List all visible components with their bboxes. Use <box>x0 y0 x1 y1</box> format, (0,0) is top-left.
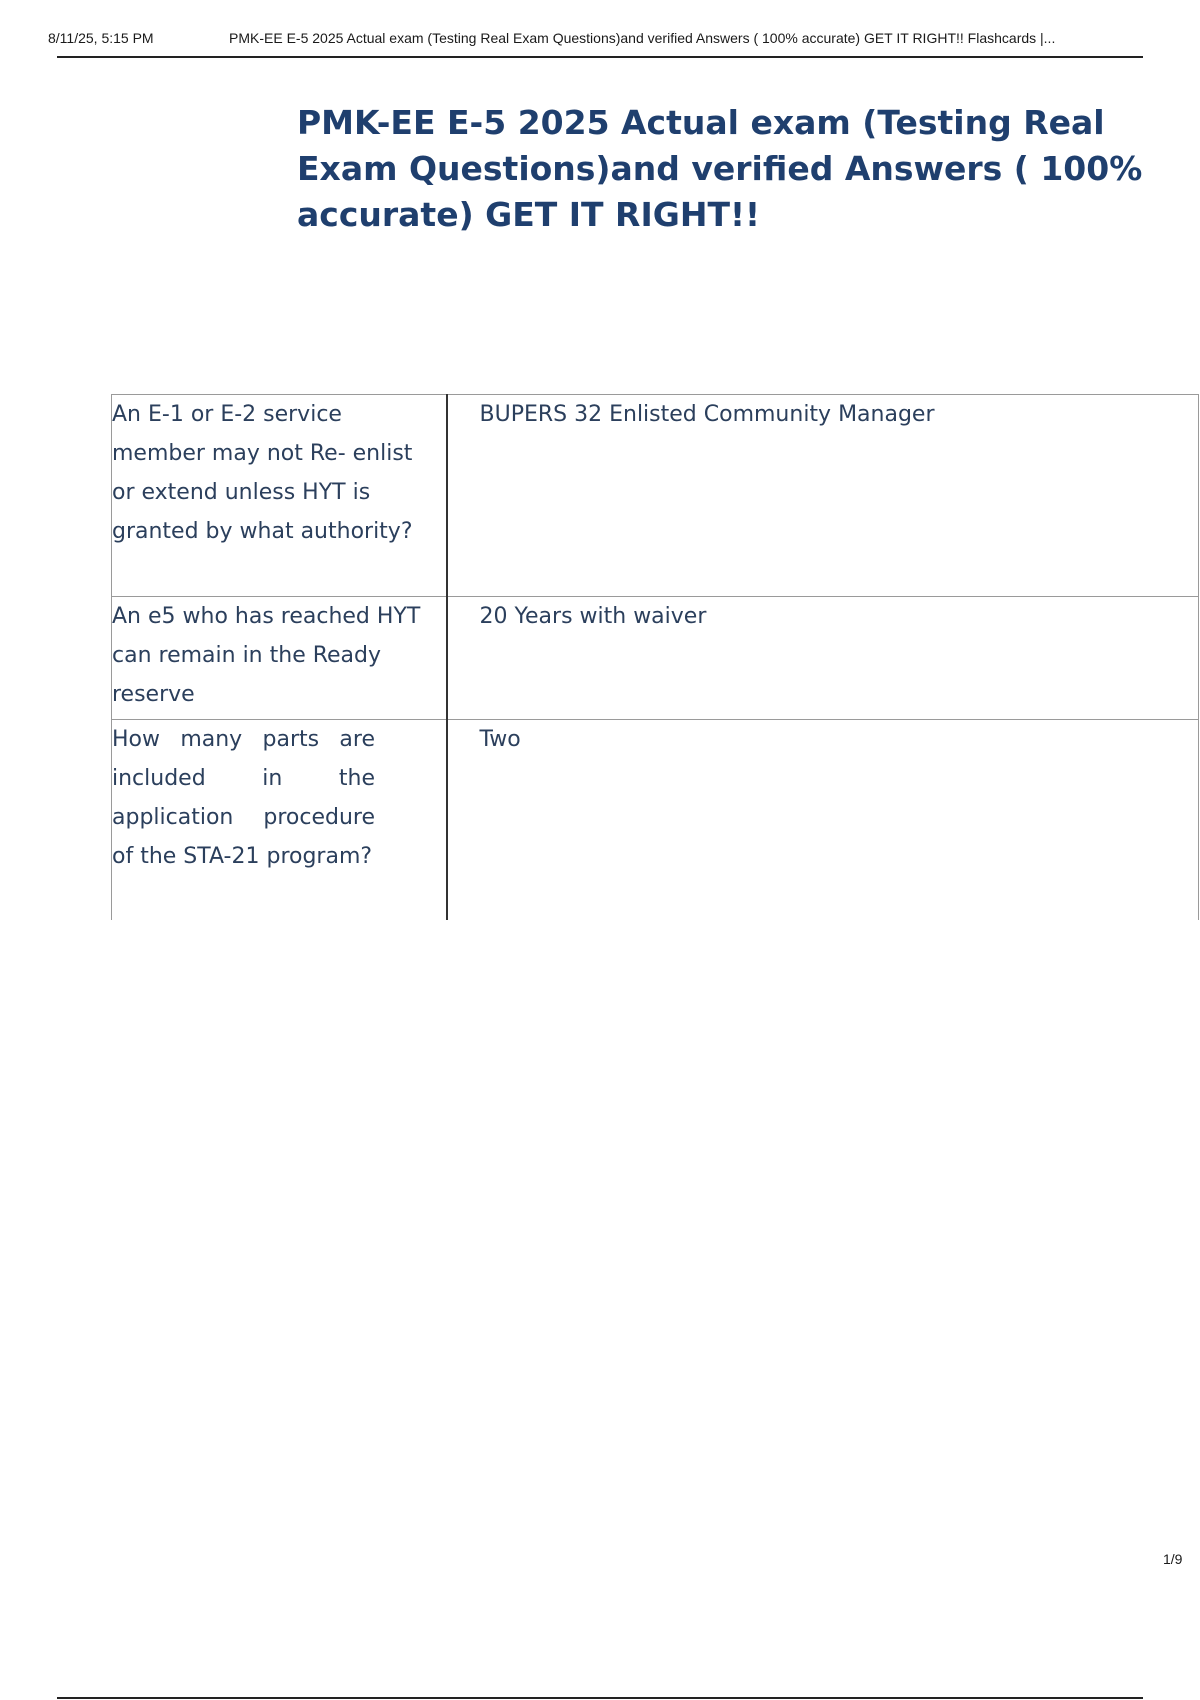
flashcard-question: An E-1 or E-2 service member may not Re- enlist or extend unless HYT is granted by what authority? <box>112 395 447 597</box>
flashcard-question-text: How many parts are included in the application procedure of the STA-21 program? <box>112 727 375 869</box>
flashcard-answer: 20 Years with waiver <box>447 597 1199 720</box>
flashcard-table <box>111 394 1199 920</box>
print-page-title: PMK-EE E-5 2025 Actual exam (Testing Real Exam Questions)and verified Answers ( 100% accurate) GET IT RIGHT!! Flashcards |... <box>229 30 1056 46</box>
flashcard-row <box>112 395 1199 597</box>
footer-divider <box>57 1697 1143 1699</box>
print-datetime: 8/11/25, 5:15 PM <box>48 30 154 46</box>
flashcard-answer: Two <box>447 720 1199 920</box>
header-divider <box>57 56 1143 58</box>
flashcard-answer: BUPERS 32 Enlisted Community Manager <box>447 395 1199 597</box>
page-number: 1/9 <box>1163 1551 1183 1567</box>
flashcard-row <box>112 720 1199 920</box>
flashcard-question <box>112 720 447 920</box>
document-title: PMK-EE E-5 2025 Actual exam (Testing Real Exam Questions)and verified Answers ( 100% accurate) GET IT RIGHT!! <box>297 103 1143 234</box>
flashcard-row <box>112 597 1199 720</box>
flashcard-question: An e5 who has reached HYT can remain in the Ready reserve <box>112 597 447 720</box>
